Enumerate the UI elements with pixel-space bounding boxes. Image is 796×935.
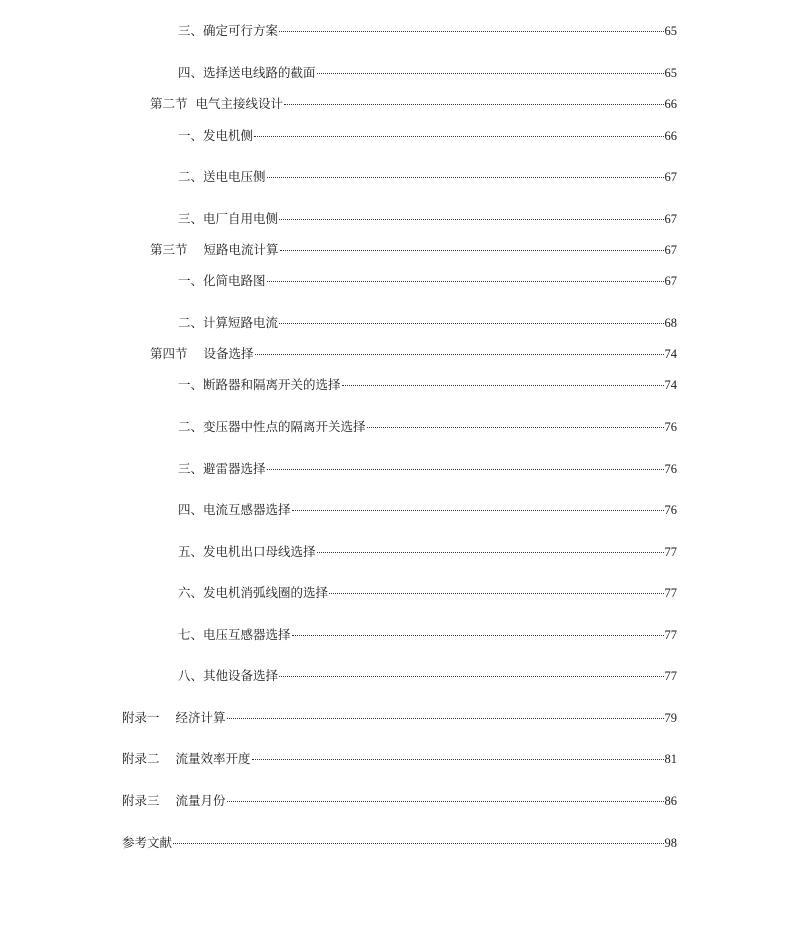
toc-entry[interactable] [178, 65, 677, 81]
toc-page-number: 65 [664, 66, 677, 80]
dot-leader [280, 250, 664, 251]
toc-page-number: 77 [664, 628, 677, 642]
toc-entry-label: 四、电流互感器选择 [178, 502, 291, 517]
toc-entry-label: 附录二 流量效率开度 [122, 751, 251, 766]
toc-entry-label: 八、其他设备选择 [178, 668, 279, 683]
dot-leader [255, 354, 664, 355]
dot-leader [292, 635, 664, 636]
toc-entry-label: 三、避雷器选择 [178, 461, 266, 476]
toc-page-number: 74 [664, 378, 677, 392]
toc-entry-label: 一、发电机侧 [178, 128, 254, 143]
toc-page-number: 67 [664, 212, 677, 226]
dot-leader [292, 510, 664, 511]
toc-entry-label: 附录一 经济计算 [122, 710, 226, 725]
toc-page-number: 76 [664, 462, 677, 476]
toc-entry[interactable] [178, 627, 677, 643]
toc-entry[interactable] [122, 751, 677, 767]
toc-page-number: 76 [664, 420, 677, 434]
toc-entry[interactable] [178, 544, 677, 560]
toc-entry[interactable] [122, 835, 677, 851]
toc-page-number: 86 [664, 794, 677, 808]
toc-page-number: 79 [664, 711, 677, 725]
toc-page-number: 76 [664, 503, 677, 517]
toc-entry-label: 第四节 设备选择 [150, 346, 254, 361]
dot-leader [284, 104, 663, 105]
dot-leader [254, 136, 663, 137]
toc-entry-label: 四、选择送电线路的截面 [178, 65, 316, 80]
toc-entry[interactable] [150, 242, 677, 258]
toc-entry-label: 一、断路器和隔离开关的选择 [178, 377, 341, 392]
toc-entry[interactable] [178, 668, 677, 684]
toc-entry-label: 六、发电机消弧线圈的选择 [178, 585, 329, 600]
dot-leader [279, 219, 663, 220]
toc-entry-label: 二、送电电压侧 [178, 169, 266, 184]
toc-entry-label: 五、发电机出口母线选择 [178, 544, 316, 559]
toc-entry-label: 二、变压器中性点的隔离开关选择 [178, 419, 366, 434]
dot-leader [367, 427, 664, 428]
toc-entry[interactable] [178, 169, 677, 185]
dot-leader [279, 31, 663, 32]
dot-leader [267, 177, 664, 178]
dot-leader [317, 73, 664, 74]
dot-leader [267, 281, 664, 282]
toc-entry-label: 七、电压互感器选择 [178, 627, 291, 642]
dot-leader [279, 676, 663, 677]
toc-entry[interactable] [178, 502, 677, 518]
toc-page-number: 98 [664, 836, 677, 850]
dot-leader [279, 323, 663, 324]
toc-entry[interactable] [178, 128, 677, 144]
toc-page-number: 68 [664, 316, 677, 330]
toc-entry[interactable] [178, 585, 677, 601]
toc-page-number: 77 [664, 669, 677, 683]
toc-entry-label: 第三节 短路电流计算 [150, 242, 279, 257]
toc-page-number: 66 [664, 129, 677, 143]
toc-entry-label: 一、化简电路图 [178, 273, 266, 288]
toc-entry[interactable] [150, 96, 677, 112]
toc-page-number: 77 [664, 586, 677, 600]
dot-leader [173, 843, 663, 844]
dot-leader [252, 759, 664, 760]
toc-page-number: 74 [664, 347, 677, 361]
toc-page-number: 67 [664, 170, 677, 184]
toc-page-number: 77 [664, 545, 677, 559]
dot-leader [329, 593, 663, 594]
toc-entry[interactable] [178, 377, 677, 393]
toc-entry-label: 三、确定可行方案 [178, 23, 279, 38]
toc-entry-label: 二、计算短路电流 [178, 315, 279, 330]
dot-leader [267, 469, 664, 470]
dot-leader [317, 552, 664, 553]
dot-leader [227, 801, 664, 802]
toc-entry[interactable] [178, 461, 677, 477]
toc-page-number: 67 [664, 243, 677, 257]
toc-entry[interactable] [178, 419, 677, 435]
toc-entry-label: 附录三 流量月份 [122, 793, 226, 808]
toc-entry[interactable] [178, 273, 677, 289]
toc-entry[interactable] [178, 23, 677, 39]
toc-page-number: 67 [664, 274, 677, 288]
dot-leader [342, 385, 664, 386]
toc-entry[interactable] [122, 793, 677, 809]
toc-entry-label: 三、电厂自用电侧 [178, 211, 279, 226]
toc-entry[interactable] [150, 346, 677, 362]
toc-entry[interactable] [122, 710, 677, 726]
toc-page-number: 65 [664, 24, 677, 38]
dot-leader [227, 718, 664, 719]
toc-entry[interactable] [178, 315, 677, 331]
toc-entry[interactable] [178, 211, 677, 227]
toc-page-number: 66 [664, 97, 677, 111]
toc-entry-label: 参考文献 [122, 835, 173, 850]
toc-page-number: 81 [664, 752, 677, 766]
toc-entry-label: 第二节 电气主接线设计 [150, 96, 284, 111]
